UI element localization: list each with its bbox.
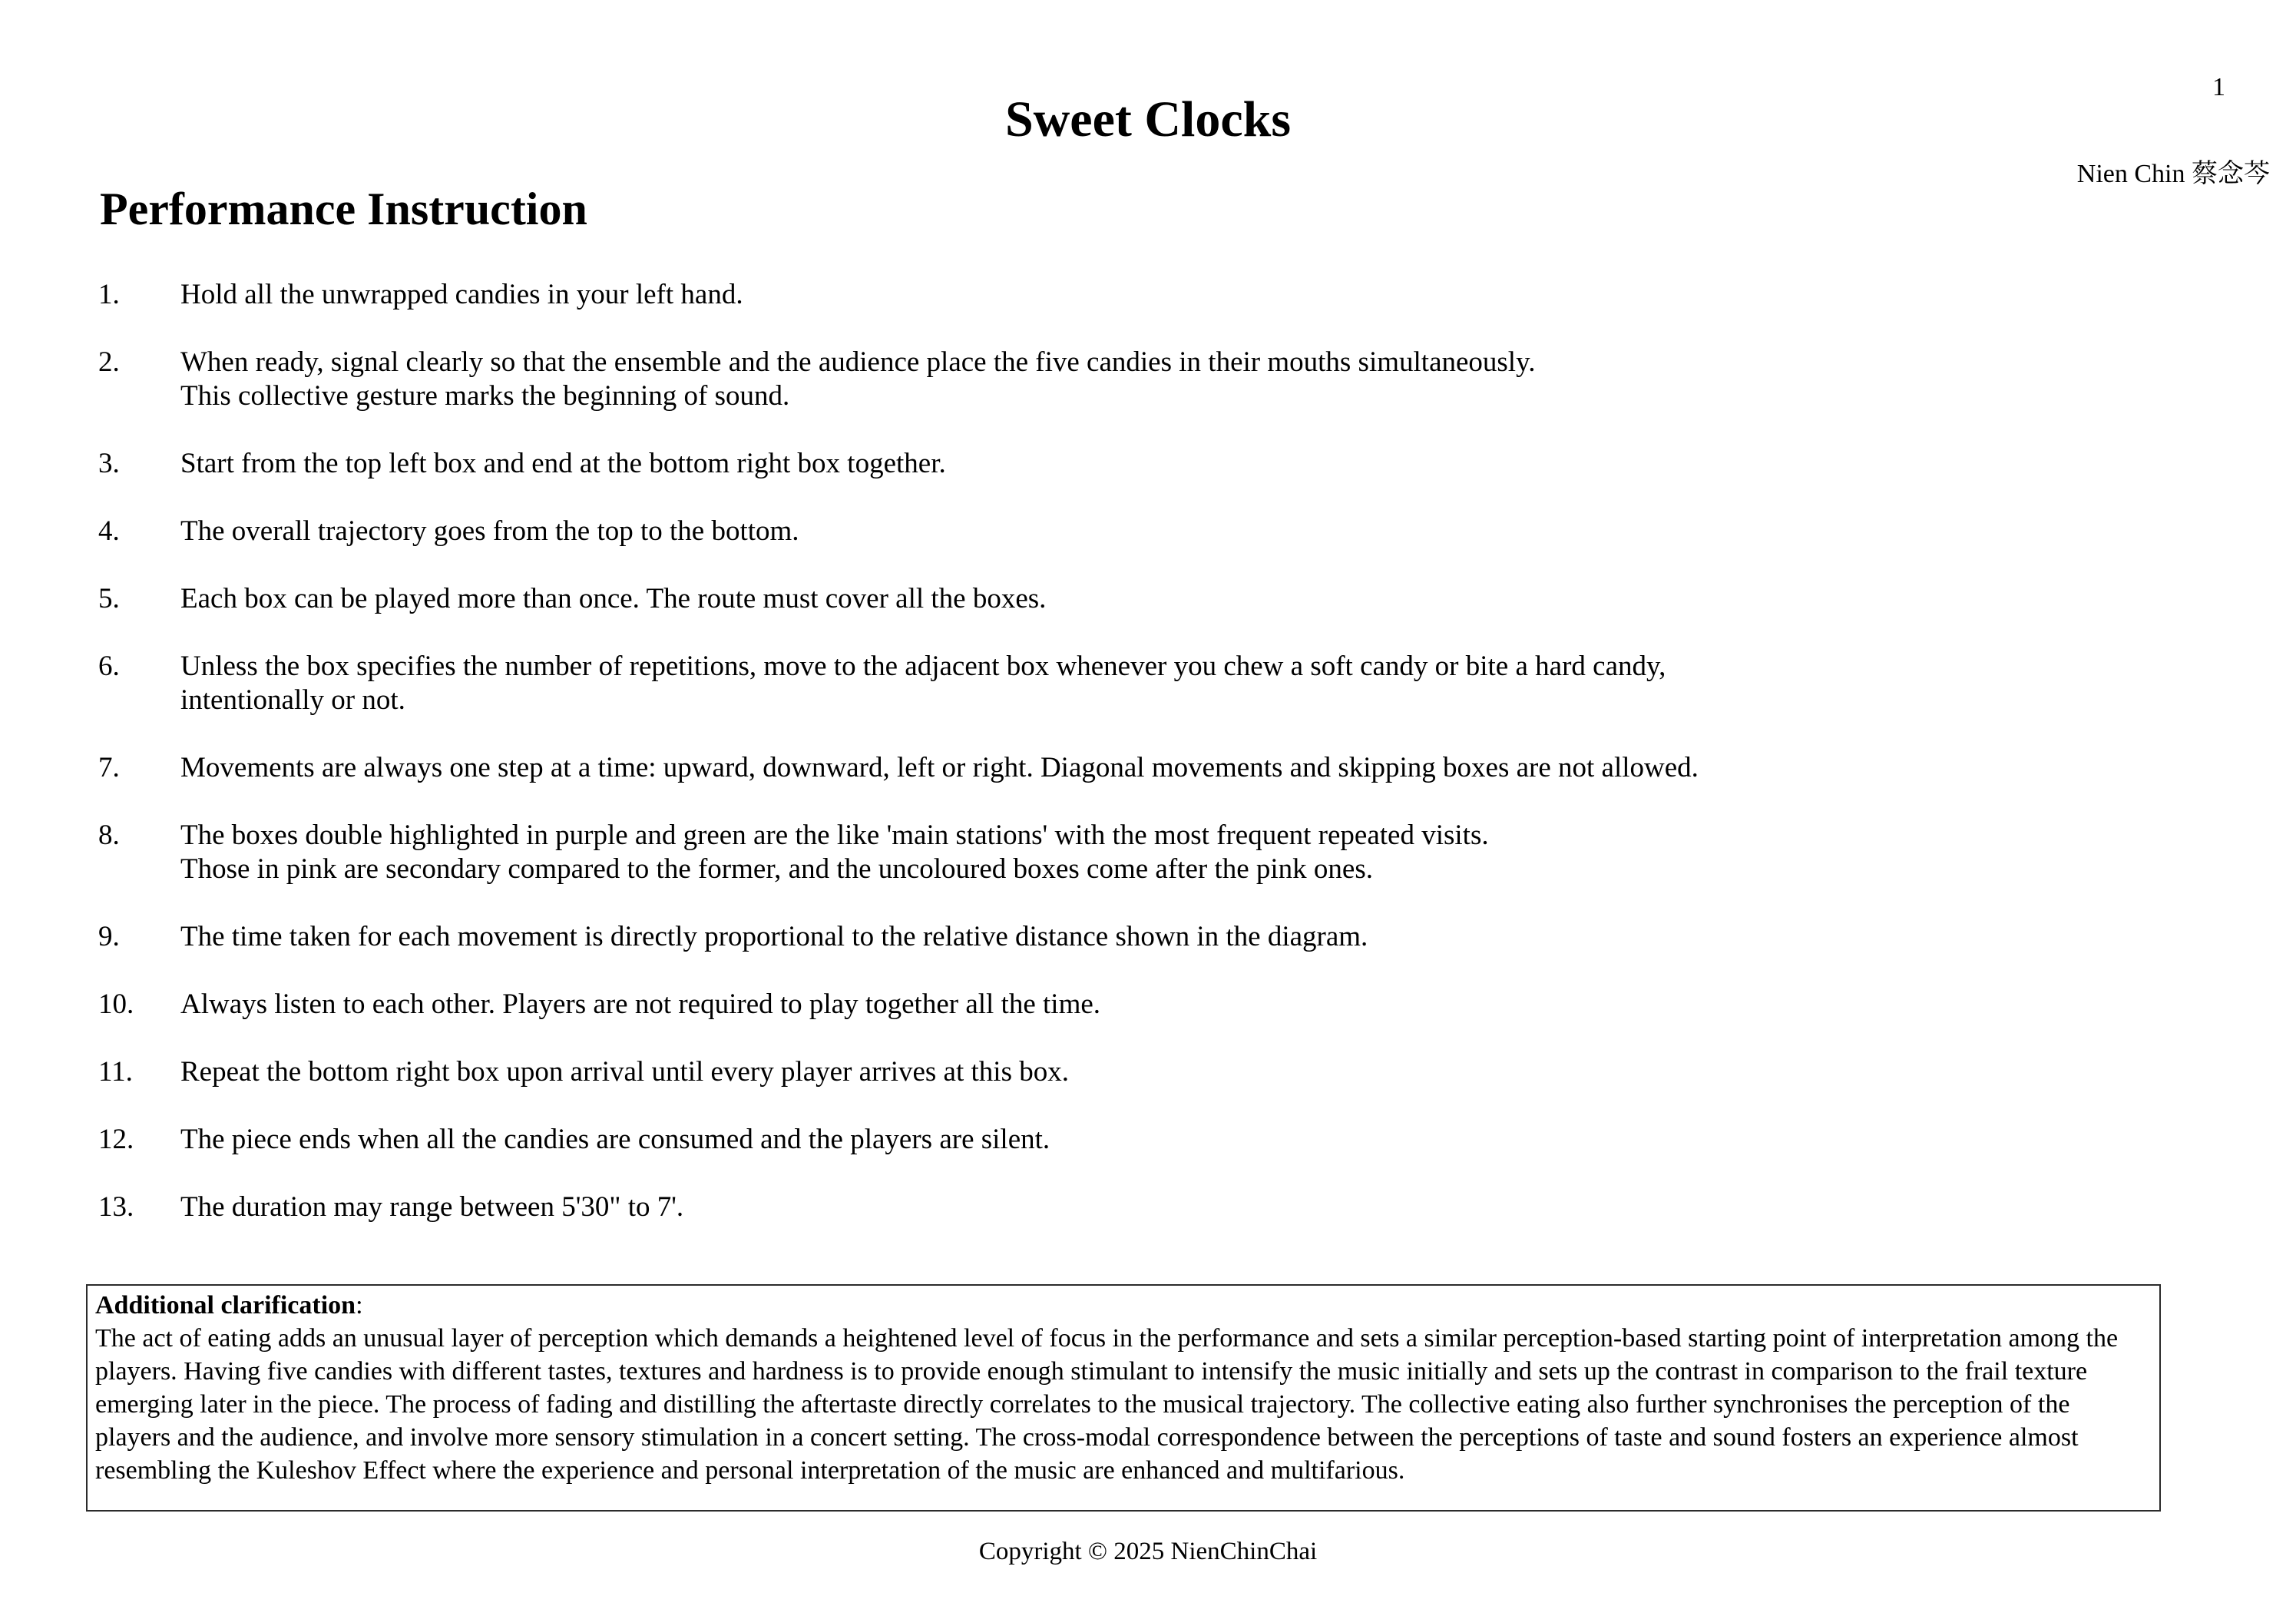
list-item-number: 10. [98,988,134,1020]
list-item-number: 4. [98,515,120,547]
list-item-text [180,278,2204,312]
page-number: 1 [2212,73,2225,101]
list-item-text [180,1123,2204,1157]
clarification-body: The act of eating adds an unusual layer of perception which demands a heightened level of focus in the performance and sets a similar perception-based starting point of interpretation among the players. Having five candies with different tastes, textures and hardness is to provide enough stimulant to intensify the music initially and sets up the contrast in comparison to the frail texture emerging later in the piece. The process of fading and distilling the aftertaste directly correlates to the musical trajectory. The collective eating also further synchronises the perception of the players and the audience, and involve more sensory stimulation in a concert setting. The cross-modal correspondence between the perceptions of taste and sound fosters an experience almost resembling the Kuleshov Effect where the experience and personal interpretation of the music are enhanced and multifarious. [95,1324,2119,1485]
clarification-box [86,1284,2161,1512]
list-item-line: Repeat the bottom right box upon arrival until every player arrives at this box. [180,1056,1069,1088]
list-item-text [180,920,2204,954]
list-item [98,1055,2204,1089]
list-item-text [180,819,2204,886]
list-item-text [180,1055,2204,1089]
list-item-number: 9. [98,921,120,952]
list-item [98,515,2204,548]
list-item-text [180,582,2204,616]
list-item [98,1190,2204,1224]
list-item-text [180,1190,2204,1224]
list-item [98,582,2204,616]
list-item-number: 13. [98,1191,134,1223]
list-item-line: intentionally or not. [180,684,405,716]
list-item-text [180,751,2204,785]
footer-copyright: Copyright © 2025 NienChinChai [978,1538,1318,1565]
list-item-line: Start from the top left box and end at the bottom right box together. [180,448,946,479]
author-byline: Nien Chin 蔡念芩 [2076,160,2270,188]
list-item-line: The overall trajectory goes from the top to the bottom. [180,515,799,547]
list-item-line: Movements are always one step at a time: upward, downward, left or right. Diagonal movements and skipping boxes are not allowed. [180,752,1699,783]
list-item-line: The time taken for each movement is directly proportional to the relative distance shown in the diagram. [180,921,1368,952]
page-title: Sweet Clocks [1004,91,1292,147]
list-item [98,278,2204,312]
list-item-number: 12. [98,1124,134,1155]
clarification-label: Additional clarification [95,1291,356,1320]
list-item-line: Always listen to each other. Players are not required to play together all the time. [180,988,1101,1020]
section-heading: Performance Instruction [100,184,587,234]
clarification-label-colon: : [356,1291,363,1320]
list-item-line: Those in pink are secondary compared to the former, and the uncoloured boxes come after the pink ones. [180,853,1374,885]
list-item-line: The piece ends when all the candies are consumed and the players are silent. [180,1124,1050,1155]
list-item-text [180,515,2204,548]
list-item-line: The duration may range between 5'30" to 7'. [180,1191,684,1223]
list-item [98,447,2204,481]
list-item-line: The boxes double highlighted in purple and green are the like 'main stations' with the most frequent repeated visits. [180,820,1489,851]
list-item-text [180,447,2204,481]
list-item-number: 3. [98,448,120,479]
list-item-number: 11. [98,1056,133,1088]
list-item-number: 1. [98,279,120,310]
list-item-number: 8. [98,820,120,851]
list-item [98,920,2204,954]
list-item-text [180,346,2204,413]
list-item [98,751,2204,785]
list-item-line: This collective gesture marks the beginning of sound. [180,380,790,412]
list-item [98,650,2204,717]
list-item-line: Hold all the unwrapped candies in your left hand. [180,279,743,310]
list-item [98,1123,2204,1157]
instruction-list [98,278,2204,1258]
list-item-line: Each box can be played more than once. The route must cover all the boxes. [180,583,1047,614]
list-item [98,819,2204,886]
list-item-text [180,650,2204,717]
list-item-text [180,988,2204,1022]
list-item-number: 6. [98,651,120,682]
list-item [98,988,2204,1022]
list-item-line: When ready, signal clearly so that the ensemble and the audience place the five candies in their mouths simultaneously. [180,346,1536,378]
list-item [98,346,2204,413]
list-item-number: 5. [98,583,120,614]
list-item-number: 7. [98,752,120,783]
list-item-line: Unless the box specifies the number of repetitions, move to the adjacent box whenever you chew a soft candy or bite a hard candy, [180,651,1666,682]
list-item-number: 2. [98,346,120,378]
